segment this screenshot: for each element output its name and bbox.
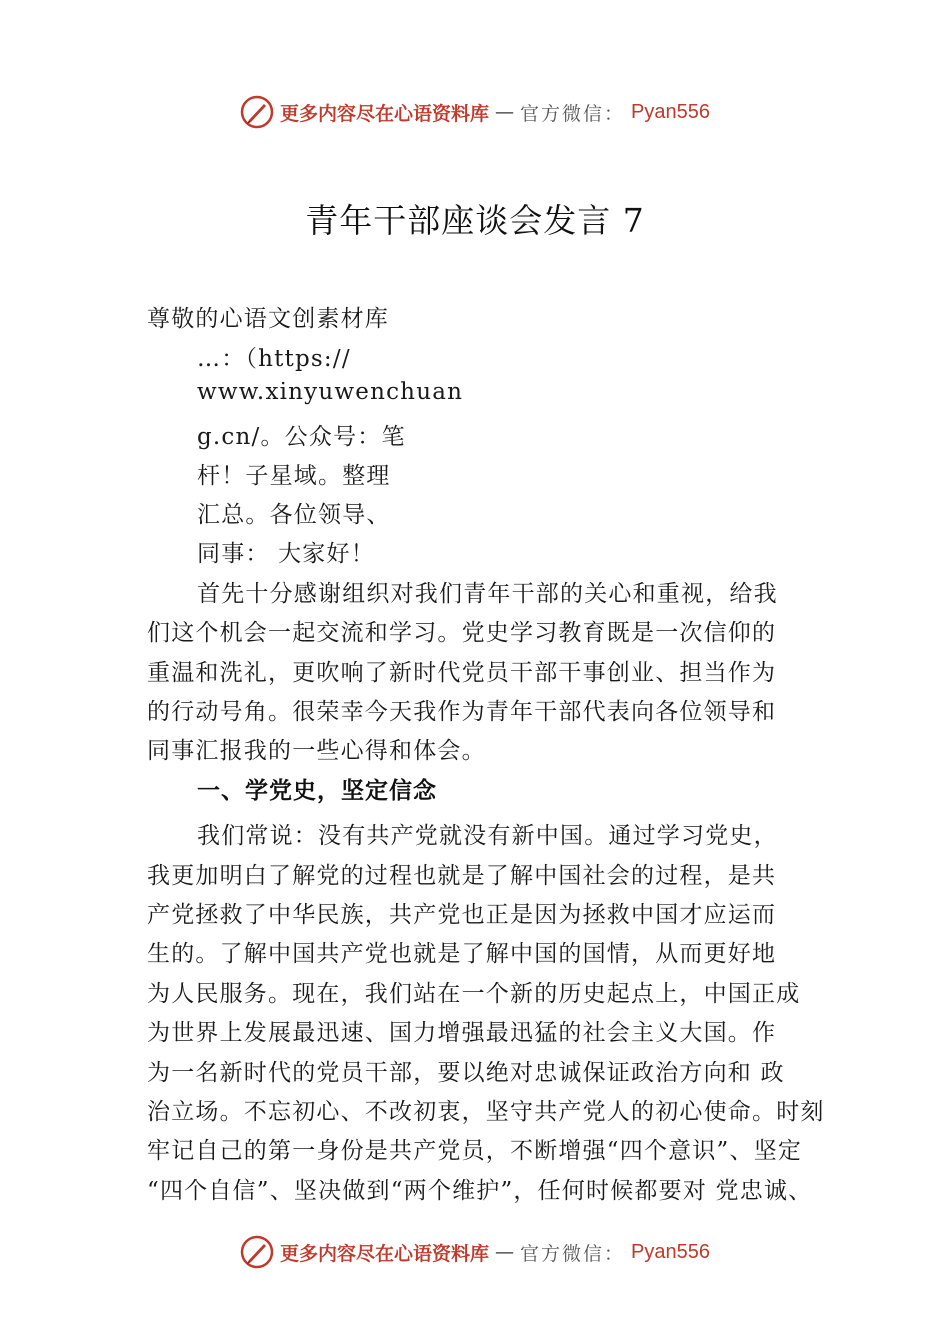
- body-line: 生的。了解中国共产党也就是了解中国的国情，从而更好地: [147, 941, 777, 967]
- body-line: 杆！子星域。整理: [197, 463, 391, 489]
- footer-banner: [0, 1232, 950, 1272]
- body-line: 我们常说：没有共产党就没有新中国。通过学习党史，: [197, 823, 778, 849]
- body-line: 重温和洗礼，更吹响了新时代党员干部干事创业、担当作为: [147, 660, 777, 686]
- body-line: 我更加明白了解党的过程也就是了解中国社会的过程，是共: [147, 863, 777, 889]
- body-line: 治立场。不忘初心、不改初衷，坚守共产党人的初心使命。时刻: [147, 1099, 825, 1125]
- body-line: g.cn/。公众号：笔: [197, 424, 406, 450]
- header-wechat-label: 官方微信：: [520, 102, 626, 125]
- body-line: www.xinyuwenchuan: [197, 379, 464, 405]
- body-line: 牢记自己的第一身份是共产党员，不断增强“四个意识”、坚定: [147, 1138, 803, 1164]
- footer-wechat-label: 官方微信：: [520, 1242, 626, 1265]
- document-title: 青年干部座谈会发言 7: [305, 201, 645, 240]
- body-line: 产党拯救了中华民族，共产党也正是因为拯救中国才应运而: [147, 902, 777, 928]
- header-wechat-id: Pyan556: [631, 100, 710, 123]
- header-banner: [0, 92, 950, 132]
- body-line: 同事： 大家好！: [197, 541, 375, 567]
- body-line: 为世界上发展最迅速、国力增强最迅猛的社会主义大国。作: [147, 1020, 777, 1046]
- body-line: 汇总。各位领导、: [197, 502, 391, 528]
- body-line: 首先十分感谢组织对我们青年干部的关心和重视，给我: [197, 581, 778, 607]
- section-heading: 一、学党史，坚定信念: [197, 778, 437, 804]
- quill-logo-icon: [240, 1235, 274, 1269]
- body-line: 的行动号角。很荣幸今天我作为青年干部代表向各位领导和: [147, 699, 777, 725]
- body-line: 为人民服务。现在，我们站在一个新的历史起点上，中国正成: [147, 981, 801, 1007]
- header-promo-text: 更多内容尽在心语资料库: [280, 102, 490, 125]
- footer-wechat-id: Pyan556: [631, 1240, 710, 1263]
- quill-logo-icon: [240, 95, 274, 129]
- body-line: …：（https://: [197, 346, 351, 372]
- body-line: “四个自信”、坚决做到“两个维护”，任何时候都要对 党忠诚、: [147, 1178, 813, 1204]
- body-line: 尊敬的心语文创素材库: [147, 306, 389, 332]
- body-line: 为一名新时代的党员干部，要以绝对忠诚保证政治方向和 政: [147, 1060, 785, 1086]
- footer-separator: —: [495, 1241, 515, 1263]
- header-separator: —: [495, 101, 515, 123]
- footer-promo-text: 更多内容尽在心语资料库: [280, 1242, 490, 1265]
- body-line: 们这个机会一起交流和学习。党史学习教育既是一次信仰的: [147, 620, 777, 646]
- body-line: 同事汇报我的一些心得和体会。: [147, 738, 486, 764]
